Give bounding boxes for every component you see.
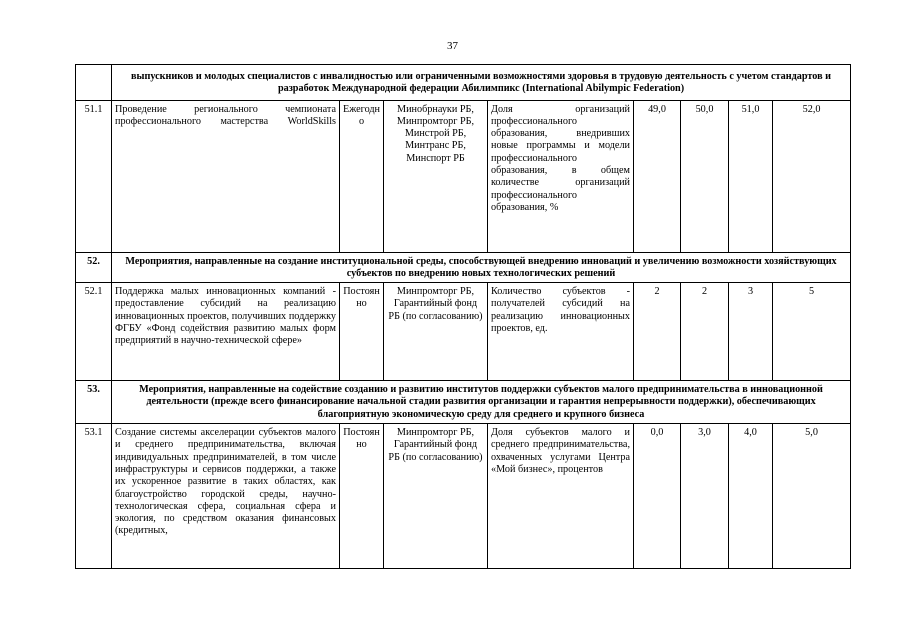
indicator-cell: Доля организаций профессионального образования, внедривших новые программы и модели профессионального образования, в общем количестве организаций профессионального образования, % <box>488 100 634 252</box>
section-row-52 <box>76 252 851 283</box>
period-cell: Постоянно <box>340 424 384 569</box>
value-cell: 5 <box>773 283 851 381</box>
measures-table <box>75 64 851 569</box>
page-number: 37 <box>447 40 458 52</box>
section-number: 52. <box>76 252 112 283</box>
row-number: 52.1 <box>76 283 112 381</box>
table-row <box>76 283 851 381</box>
value-cell: 5,0 <box>773 424 851 569</box>
activity-cell: Проведение регионального чемпионата профессионального мастерства WorldSkills <box>112 100 340 252</box>
section-header-row <box>76 65 851 101</box>
table-row <box>76 100 851 252</box>
section-title: Мероприятия, направленные на содействие созданию и развитию институтов поддержки субъектов малого предпринимательства в инновационной деятельности (прежде всего финансирование начальной стадии развития организации и гарантия непрерывности поддержки), обеспечивающих благоприятную экономическую среду для среднего и крупного бизнеса <box>112 381 851 424</box>
row-number: 53.1 <box>76 424 112 569</box>
activity-cell: Создание системы акселерации субъектов малого и среднего предпринимательства, включая индивидуальных предпринимателей, в том числе инфраструктуры и сервисов поддержки, а также их ускоренное развитие в таких областях, как благоустройство городской среды, научно-технологическая сфера, социальная сфера и экология, по средством оказания финансовых (кредитных, <box>112 424 340 569</box>
section-number: 53. <box>76 381 112 424</box>
value-cell: 51,0 <box>729 100 773 252</box>
section-number-cell <box>76 65 112 101</box>
value-cell: 0,0 <box>634 424 681 569</box>
executors-cell: Минпромторг РБ, Гарантийный фонд РБ (по согласованию) <box>384 424 488 569</box>
section-title: выпускников и молодых специалистов с инвалидностью или ограниченными возможностями здоровья в трудовую деятельность с учетом стандартов и разработок Международной федерации Абилимпикс (International Abilympic Federation) <box>112 65 851 101</box>
section-title: Мероприятия, направленные на создание институциональной среды, способствующей внедрению инноваций и увеличению возможности хозяйствующих субъектов по внедрению новых технологических решений <box>112 252 851 283</box>
table-row <box>76 424 851 569</box>
value-cell: 4,0 <box>729 424 773 569</box>
value-cell: 52,0 <box>773 100 851 252</box>
value-cell: 2 <box>681 283 729 381</box>
executors-cell: Минпромторг РБ, Гарантийный фонд РБ (по согласованию) <box>384 283 488 381</box>
value-cell: 49,0 <box>634 100 681 252</box>
value-cell: 2 <box>634 283 681 381</box>
value-cell: 50,0 <box>681 100 729 252</box>
executors-cell: Минобрнауки РБ, Минпромторг РБ, Минстрой РБ, Минтранс РБ, Минспорт РБ <box>384 100 488 252</box>
row-number: 51.1 <box>76 100 112 252</box>
value-cell: 3 <box>729 283 773 381</box>
value-cell: 3,0 <box>681 424 729 569</box>
section-row-53 <box>76 381 851 424</box>
period-cell: Постоянно <box>340 283 384 381</box>
indicator-cell: Количество субъектов - получателей субсидий на реализацию инновационных проектов, ед. <box>488 283 634 381</box>
indicator-cell: Доля субъектов малого и среднего предпринимательства, охваченных услугами Центра «Мой бизнес», процентов <box>488 424 634 569</box>
activity-cell: Поддержка малых инновационных компаний - предоставление субсидий на реализацию инновационных проектов, получивших поддержку ФГБУ «Фонд содействия развитию малых форм предприятий в научно-технической сфере» <box>112 283 340 381</box>
period-cell: Ежегодно <box>340 100 384 252</box>
